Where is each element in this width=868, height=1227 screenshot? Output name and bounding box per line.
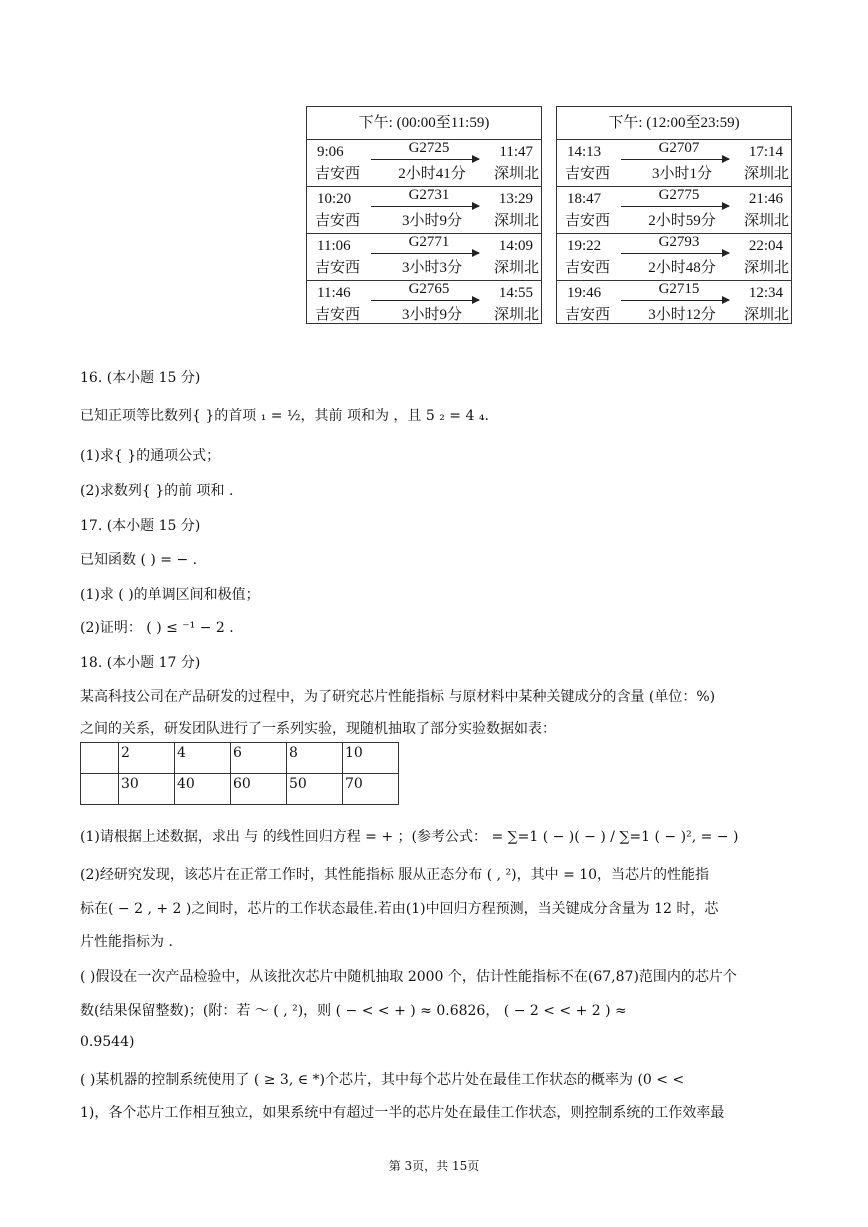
- timetable-row: [307, 140, 541, 187]
- q18-sub2-line1: ( )某机器的控制系统使用了 ( ≥ 3, ∈ *)个芯片，其中每个芯片处在最佳工作状态的概率为 (0 < <: [80, 1072, 685, 1088]
- arrival-station: 深圳北: [743, 307, 789, 323]
- arrow-icon: [371, 300, 479, 301]
- departure-time: 11:46: [317, 285, 351, 301]
- timetable-row: [557, 140, 791, 187]
- arrival-time: 14:55: [498, 285, 533, 301]
- departure-time: 19:46: [567, 285, 602, 301]
- q18-title: 18. (本小题 17 分): [80, 655, 201, 671]
- departure-time: 19:22: [567, 238, 602, 254]
- data-table: [80, 742, 399, 805]
- q18-part2-line2: 标在( − 2 , + 2 )之间时，芯片的工作状态最佳.若由(1)中回归方程预测，当关键成分含量为 12 时，芯: [80, 901, 719, 917]
- q18-stem-line2: 之间的关系，研发团队进行了一系列实验，现随机抽取了部分实验数据如表：: [80, 721, 556, 737]
- table-cell: [81, 743, 119, 774]
- q18-sub1-line2: 数(结果保留整数)；(附：若 ～ ( , ²)，则 ( − < < + ) ≈ 0.6826， ( − 2 < < + 2 ) ≈: [80, 1003, 627, 1019]
- table-cell: 10: [343, 743, 399, 774]
- q18-part1: (1)请根据上述数据，求出 与 的线性回归方程 = + ；(参考公式： = ∑=1 ( − )( − ) / ∑=1 ( − )², = − ): [80, 829, 739, 845]
- q18-stem-line1: 某高科技公司在产品研发的过程中，为了研究芯片性能指标 与原材料中某种关键成分的含量 (单位：%): [80, 689, 716, 705]
- table-cell: 40: [175, 774, 231, 805]
- table-cell: 60: [231, 774, 287, 805]
- timetable-header: 下午: (12:00至23:59): [557, 107, 791, 140]
- departure-station: 吉安西: [315, 213, 361, 229]
- table-row: [81, 743, 399, 774]
- table-cell: 70: [343, 774, 399, 805]
- arrival-station: 深圳北: [493, 166, 539, 182]
- arrow-icon: [621, 206, 729, 207]
- q16-part1: (1)求{ }的通项公式；: [80, 448, 221, 464]
- q18-part2-line3: 片性能指标为 .: [80, 934, 173, 950]
- arrival-station: 深圳北: [493, 307, 539, 323]
- duration: 3小时12分: [648, 307, 716, 323]
- train-number: G2775: [658, 187, 700, 203]
- table-row: [81, 774, 399, 805]
- timetable-right: [556, 106, 792, 324]
- arrival-time: 12:34: [748, 285, 783, 301]
- timetable-row: [557, 281, 791, 327]
- q18-part2-line1: (2)经研究发现，该芯片在正常工作时，其性能指标 服从正态分布 ( , ²)，其中 = 10，当芯片的性能指: [80, 867, 710, 883]
- departure-station: 吉安西: [315, 260, 361, 276]
- train-number: G2715: [658, 281, 700, 297]
- train-number: G2725: [408, 140, 450, 156]
- table-cell: [81, 774, 119, 805]
- timetable-row: [307, 281, 541, 327]
- duration: 2小时48分: [648, 260, 716, 276]
- arrival-station: 深圳北: [743, 213, 789, 229]
- table-cell: 6: [231, 743, 287, 774]
- q16-title: 16. (本小题 15 分): [80, 370, 201, 386]
- arrow-icon: [371, 159, 479, 160]
- departure-station: 吉安西: [565, 166, 611, 182]
- q18-sub1-line3: 0.9544): [80, 1034, 135, 1050]
- duration: 3小时9分: [401, 307, 462, 323]
- departure-station: 吉安西: [565, 260, 611, 276]
- timetable-row: [557, 234, 791, 281]
- departure-time: 9:06: [317, 144, 344, 160]
- departure-time: 14:13: [567, 144, 602, 160]
- q18-sub1-line1: ( )假设在一次产品检验中，从该批次芯片中随机抽取 2000 个，估计性能指标不在(67,87)范围内的芯片个: [80, 969, 737, 985]
- q17-stem: 已知函数 ( ) = − .: [80, 552, 198, 568]
- arrow-icon: [371, 206, 479, 207]
- departure-time: 11:06: [317, 238, 351, 254]
- arrow-icon: [621, 300, 729, 301]
- duration: 3小时1分: [651, 166, 712, 182]
- arrival-time: 13:29: [498, 191, 533, 207]
- table-cell: 2: [119, 743, 175, 774]
- train-number: G2765: [408, 281, 450, 297]
- timetable-row: [307, 234, 541, 281]
- table-cell: 50: [287, 774, 343, 805]
- arrow-icon: [621, 253, 729, 254]
- arrival-time: 22:04: [748, 238, 783, 254]
- arrival-time: 17:14: [748, 144, 783, 160]
- duration: 2小时41分: [398, 166, 466, 182]
- q18-sub2-line2: 1)，各个芯片工作相互独立，如果系统中有超过一半的芯片处在最佳工作状态，则控制系统的工作效率最: [80, 1105, 725, 1121]
- train-number: G2771: [408, 234, 450, 250]
- train-number: G2707: [658, 140, 700, 156]
- page-footer: 第 3页，共 15页: [388, 1159, 480, 1173]
- departure-station: 吉安西: [565, 307, 611, 323]
- timetable-row: [557, 187, 791, 234]
- q16-stem: 已知正项等比数列{ }的首项 ₁ = ½，其前 项和为 ，且 5 ₂ = 4 ₄.: [80, 408, 489, 424]
- timetable-header: 下午: (00:00至11:59): [307, 107, 541, 140]
- arrival-time: 21:46: [748, 191, 783, 207]
- duration: 3小时3分: [401, 260, 462, 276]
- arrival-station: 深圳北: [493, 260, 539, 276]
- departure-time: 18:47: [567, 191, 602, 207]
- table-cell: 30: [119, 774, 175, 805]
- departure-time: 10:20: [317, 191, 352, 207]
- departure-station: 吉安西: [565, 213, 611, 229]
- arrow-icon: [621, 159, 729, 160]
- arrow-icon: [371, 253, 479, 254]
- table-cell: 8: [287, 743, 343, 774]
- q17-title: 17. (本小题 15 分): [80, 518, 201, 534]
- arrival-station: 深圳北: [493, 213, 539, 229]
- q17-part1: (1)求 ( )的单调区间和极值；: [80, 587, 260, 603]
- q16-part2: (2)求数列{ }的前 项和 .: [80, 483, 234, 499]
- arrival-time: 11:47: [499, 144, 533, 160]
- arrival-station: 深圳北: [743, 166, 789, 182]
- timetable-left: [306, 106, 542, 324]
- duration: 2小时59分: [648, 213, 716, 229]
- train-number: G2793: [658, 234, 700, 250]
- arrival-station: 深圳北: [743, 260, 789, 276]
- departure-station: 吉安西: [315, 166, 361, 182]
- timetable-row: [307, 187, 541, 234]
- table-cell: 4: [175, 743, 231, 774]
- train-number: G2731: [408, 187, 450, 203]
- arrival-time: 14:09: [498, 238, 533, 254]
- departure-station: 吉安西: [315, 307, 361, 323]
- q17-part2: (2)证明： ( ) ≤ ⁻¹ − 2 .: [80, 620, 234, 636]
- duration: 3小时9分: [401, 213, 462, 229]
